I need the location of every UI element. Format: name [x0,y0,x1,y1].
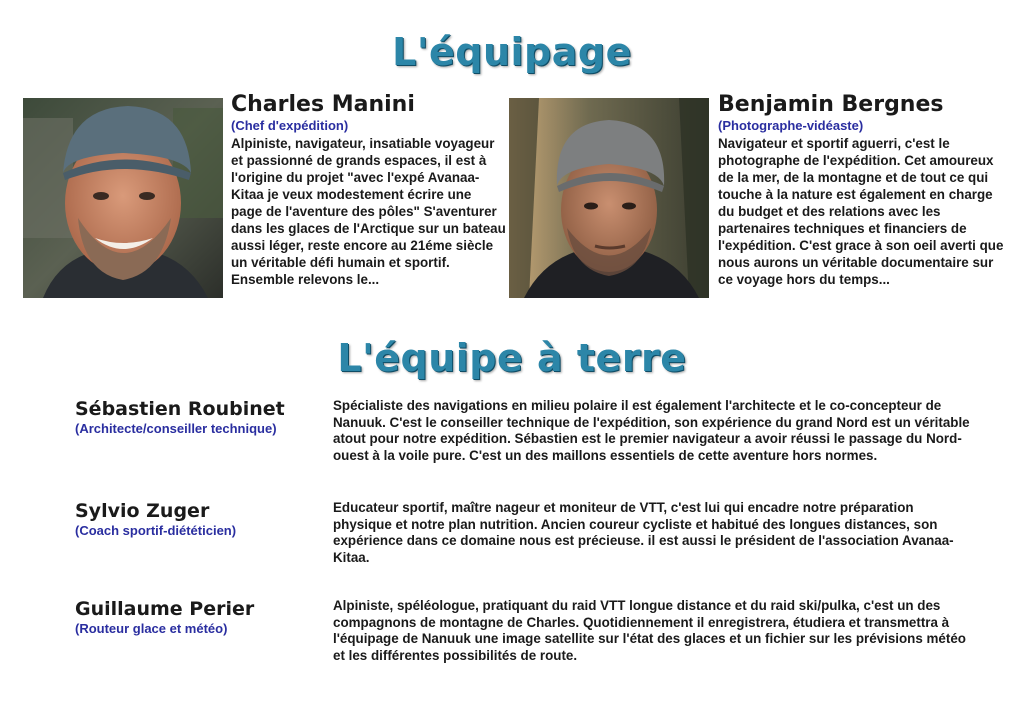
crew-name: Charles Manini [231,92,415,117]
crew-member-charles [231,92,506,288]
crew-heading: L'équipage [392,30,632,74]
member-bio: Spécialiste des navigations en milieu polaire il est également l'architecte et le co-concepteur de Nanuuk. C'est le conseiller technique de l'expédition, son expérience du grand Nord est un véritable atout pour notre expédition. Sébastien est le premier navigateur a avoir réussi le passage du Nord-ouest à la voile pure. C'est un des maillons essentiels de cette aventure hors normes. [333,398,970,463]
member-bio: Educateur sportif, maître nageur et moniteur de VTT, c'est lui qui encadre notre préparation physique et notre plan nutrition. Ancien coureur cycliste et habitué des longues distances, son expérience dans ce domaine nous est précieuse. il est aussi le président de l'association Avanaa-Kitaa. [333,500,954,565]
crew-member-benjamin [718,92,1008,288]
crew-role: (Photographe-vidéaste) [718,118,864,133]
member-name: Guillaume Perier [75,598,255,620]
crew-bio: Navigateur et sportif aguerri, c'est le photographe de l'expédition. Cet amoureux de la mer, de la montagne et de tout ce qui touche à la nature est également en charge du budget et des relations avec les partenaires techniques et financiers de l'expédition. C'est grace à son oeil averti que nous aurons un véritable documentaire sur ce voyage hors du temps... [718,136,1004,287]
crew-bio: Alpiniste, navigateur, insatiable voyageur et passionné de grands espaces, il est à l'origine du projet "avec l'expé Avanaa-Kitaa je veux modestement écrire une page de l'aventure des pôles" S'aventurer dans les glaces de l'Arctique sur un bateau aussi léger, reste encore au 21éme siècle un véritable défi humain et sportif. Ensemble relevons le... [231,136,506,287]
member-role: (Routeur glace et météo) [75,621,228,636]
member-bio: Alpiniste, spéléologue, pratiquant du raid VTT longue distance et du raid ski/pulka, c'est un des compagnons de montagne de Charles. Quotidiennement il enregistrera, étudiera et transmettra à l'équipage de Nanuuk une image satellite sur l'état des glaces et un fichier sur les prévisions météo et les différentes possibilités de route. [333,598,966,663]
member-name: Sébastien Roubinet [75,398,285,420]
benjamin-portrait [509,98,709,298]
member-name: Sylvio Zuger [75,500,210,522]
member-role: (Architecte/conseiller technique) [75,421,277,436]
ground-team-heading: L'équipe à terre [337,336,687,380]
member-role: (Coach sportif-diététicien) [75,523,237,538]
charles-portrait-image [23,98,223,298]
benjamin-portrait-image [509,98,709,298]
crew-role: (Chef d'expédition) [231,118,349,133]
crew-name: Benjamin Bergnes [718,92,944,117]
charles-portrait [23,98,223,298]
